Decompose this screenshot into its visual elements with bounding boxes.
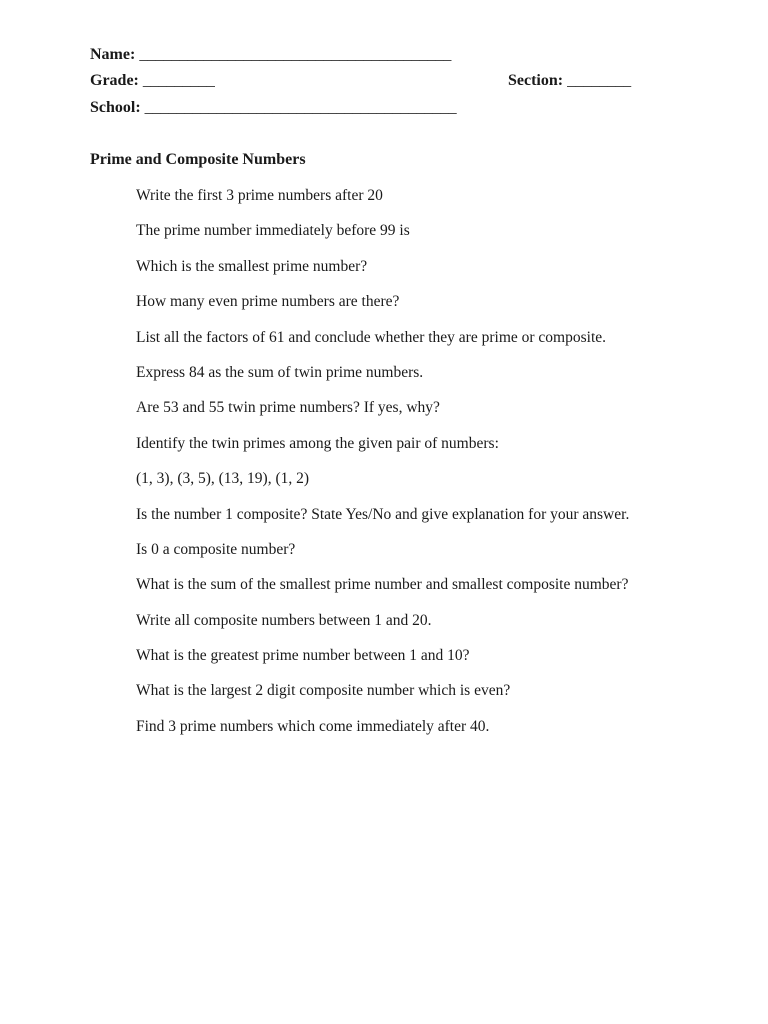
school-blank-line[interactable]: _______________________________________ [144, 99, 457, 116]
question-item: The prime number immediately before 99 is [136, 222, 410, 240]
question-item: Is the number 1 composite? State Yes/No and give explanation for your answer. [136, 505, 630, 523]
question-list [136, 186, 629, 752]
name-label: Name: [90, 46, 136, 63]
question-item: What is the largest 2 digit composite number which is even? [136, 682, 511, 700]
question-item: Are 53 and 55 twin prime numbers? If yes, why? [136, 399, 440, 417]
question-item: (1, 3), (3, 5), (13, 19), (1, 2) [136, 470, 310, 488]
name-blank-line[interactable]: _______________________________________ [139, 46, 452, 63]
question-item: Find 3 prime numbers which come immediately after 40. [136, 717, 490, 735]
worksheet-title: Prime and Composite Numbers [90, 151, 306, 168]
question-item: What is the greatest prime number between 1 and 10? [136, 647, 470, 665]
question-item: List all the factors of 61 and conclude whether they are prime or composite. [136, 328, 607, 346]
question-item: Write all composite numbers between 1 and 20. [136, 611, 432, 629]
section-field[interactable] [508, 71, 631, 91]
school-field[interactable] [90, 98, 457, 118]
question-item: How many even prime numbers are there? [136, 293, 400, 311]
grade-label: Grade: [90, 72, 139, 89]
name-field[interactable] [90, 45, 451, 65]
question-item: Is 0 a composite number? [136, 540, 296, 558]
question-item: Identify the twin primes among the given pair of numbers: [136, 434, 499, 452]
question-item: Express 84 as the sum of twin prime numbers. [136, 363, 424, 381]
section-blank-line[interactable]: ________ [567, 72, 632, 89]
question-item: Write the first 3 prime numbers after 20 [136, 187, 383, 204]
question-item: Which is the smallest prime number? [136, 257, 368, 275]
school-label: School: [90, 99, 141, 116]
grade-field[interactable] [90, 71, 215, 91]
grade-blank-line[interactable]: _________ [142, 72, 215, 89]
question-item: What is the sum of the smallest prime number and smallest composite number? [136, 576, 629, 594]
section-label: Section: [508, 72, 564, 89]
